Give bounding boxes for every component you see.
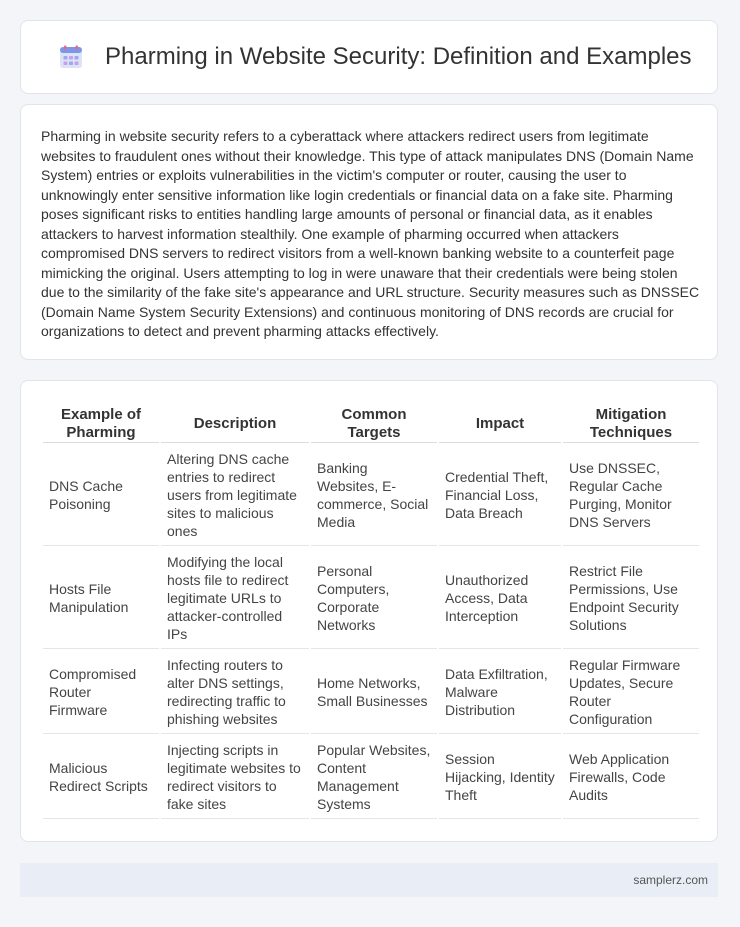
footer-site-link[interactable]: samplerz.com: [633, 873, 708, 887]
cell-targets: Banking Websites, E-commerce, Social Media: [311, 445, 437, 546]
cell-mitigation: Use DNSSEC, Regular Cache Purging, Monitor DNS Servers: [563, 445, 699, 546]
table-header-row: [43, 405, 699, 443]
column-header-mitigation: Mitigation Techniques: [563, 405, 699, 443]
cell-example: DNS Cache Poisoning: [43, 445, 159, 546]
table-card: [20, 380, 718, 842]
cell-description: Injecting scripts in legitimate websites to redirect visitors to fake sites: [161, 736, 309, 819]
cell-mitigation: Restrict File Permissions, Use Endpoint Security Solutions: [563, 548, 699, 649]
cell-impact: Unauthorized Access, Data Interception: [439, 548, 561, 649]
cell-example: Compromised Router Firmware: [43, 651, 159, 734]
cell-targets: Personal Computers, Corporate Networks: [311, 548, 437, 649]
cell-impact: Credential Theft, Financial Loss, Data Breach: [439, 445, 561, 546]
header-card: [20, 20, 718, 94]
intro-paragraph: Pharming in website security refers to a cyberattack where attackers redirect users from legitimate websites to fraudulent ones without their knowledge. This type of attack manipulates DNS (Domain Name System) entries or exploits vulnerabilities in the victim's computer or router, causing the user to unknowingly enter sensitive information like login credentials or financial data on a fake site. Pharming poses significant risks to entities handling large amounts of personal or financial data, as it enables attackers to harvest information stealthily. One example of pharming occurred when attackers compromised DNS servers to redirect visitors from a well-known banking website to a counterfeit page mimicking the original. Users attempting to log in were unaware that their credentials were being stolen due to the similarity of the fake site's appearance and URL structure. Security measures such as DNSSEC (Domain Name System Security Extensions) and continuous monitoring of DNS records are crucial for organizations to detect and prevent pharming attacks effectively.: [41, 128, 700, 339]
column-header-example: Example of Pharming: [43, 405, 159, 443]
cell-targets: Home Networks, Small Businesses: [311, 651, 437, 734]
cell-targets: Popular Websites, Content Management Systems: [311, 736, 437, 819]
cell-impact: Session Hijacking, Identity Theft: [439, 736, 561, 819]
table-row: [43, 445, 699, 546]
cell-description: Infecting routers to alter DNS settings, redirecting traffic to phishing websites: [161, 651, 309, 734]
page-title: Pharming in Website Security: Definition and Examples: [105, 43, 692, 70]
footer: [20, 863, 718, 897]
table-row: [43, 651, 699, 734]
column-header-description: Description: [161, 405, 309, 443]
table-row: [43, 736, 699, 819]
calendar-grid-icon: [59, 45, 83, 69]
cell-example: Hosts File Manipulation: [43, 548, 159, 649]
pharming-examples-table: [41, 403, 701, 821]
column-header-impact: Impact: [439, 405, 561, 443]
table-row: [43, 548, 699, 649]
intro-card: [20, 104, 718, 360]
cell-mitigation: Web Application Firewalls, Code Audits: [563, 736, 699, 819]
cell-impact: Data Exfiltration, Malware Distribution: [439, 651, 561, 734]
cell-mitigation: Regular Firmware Updates, Secure Router Configuration: [563, 651, 699, 734]
column-header-targets: Common Targets: [311, 405, 437, 443]
cell-description: Modifying the local hosts file to redirect legitimate URLs to attacker-controlled IPs: [161, 548, 309, 649]
cell-example: Malicious Redirect Scripts: [43, 736, 159, 819]
cell-description: Altering DNS cache entries to redirect users from legitimate sites to malicious ones: [161, 445, 309, 546]
